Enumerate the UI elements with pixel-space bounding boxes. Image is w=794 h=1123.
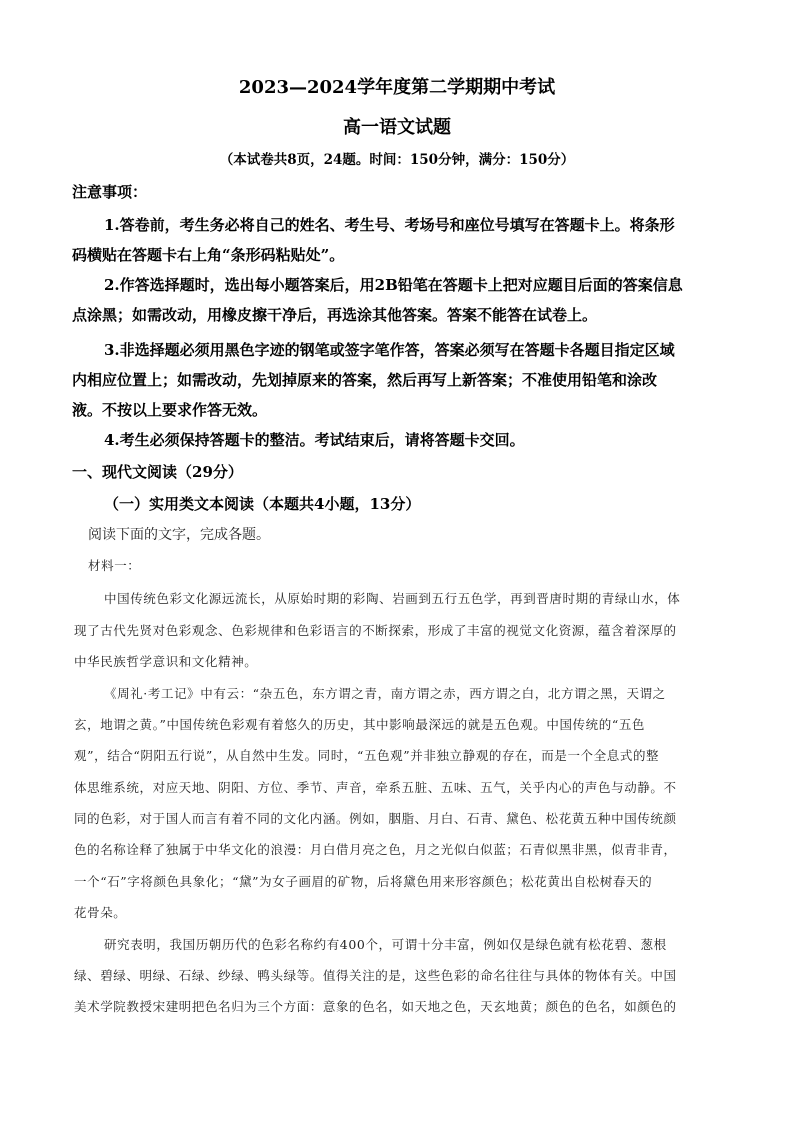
passage-line: 美术学院教授宋建明把色名归为三个方面：意象的色名，如天地之色，天玄地黄；颜色的色名，如颜色的	[74, 999, 677, 1014]
passage-line: 中国传统色彩文化源远流长，从原始时期的彩陶、岩画到五行五色学，再到晋唐时期的青绿山水，体	[104, 591, 681, 606]
notice-line: 4.考生必须保持答题卡的整洁。考试结束后，请将答题卡交回。	[104, 431, 525, 449]
notice-line: 1.答卷前，考生务必将自己的姓名、考生号、考场号和座位号填写在答题卡上。将条形	[104, 216, 675, 234]
passage-line: 花骨朵。	[74, 905, 127, 920]
notice-line: 液。不按以上要求作答无效。	[72, 401, 268, 419]
notice-line: 码横贴在答题卡右上角“条形码粘贴处”。	[72, 246, 345, 264]
section-subheading: （一）实用类文本阅读（本题共4小题，13分）	[104, 495, 421, 513]
notice-line: 2.作答选择题时，选出每小题答案后，用2B铅笔在答题卡上把对应题目后面的答案信息	[104, 276, 683, 294]
passage-line: 一个“石”字将颜色具象化；“黛”为女子画眉的矿物，后将黛色用来形容颜色；松花黄出自松树春天的	[74, 874, 653, 889]
material-label: 材料一：	[88, 558, 141, 573]
passage-line: 《周礼·考工记》中有云：“杂五色，东方谓之青，南方谓之赤，西方谓之白，北方谓之黑，天谓之	[104, 686, 666, 701]
exam-info: （本试卷共8页，24题。时间：150分钟，满分：150分）	[219, 152, 575, 168]
passage-line: 现了古代先贤对色彩观念、色彩规律和色彩语言的不断探索，形成了丰富的视觉文化资源，蕴含着深厚的	[74, 623, 677, 638]
passage-line: 同的色彩，对于国人而言有着不同的文化内涵。例如，胭脂、月白、石青、黛色、松花黄五种中国传统颜	[74, 811, 677, 826]
notice-line: 点涂黑；如需改动，用橡皮擦干净后，再选涂其他答案。答案不能答在试卷上。	[72, 306, 598, 324]
passage-line: 中华民族哲学意识和文化精神。	[74, 654, 258, 669]
notice-heading: 注意事项：	[72, 183, 148, 201]
passage-line: 色的名称诠释了独属于中华文化的浪漫：月白借月亮之色，月之光似白似蓝；石青似黑非黑，似青非青，	[74, 842, 677, 857]
passage-line: 体思维系统，对应天地、阴阳、方位、季节、声音，牵系五脏、五味、五气，关乎内心的声色与动静。不	[74, 780, 677, 795]
passage-line: 玄，地谓之黄。”中国传统色彩观有着悠久的历史，其中影响最深远的就是五色观。中国传统的“五色	[74, 717, 646, 732]
section-heading: 一、现代文阅读（29分）	[72, 463, 243, 481]
notice-line: 3.非选择题必须用黑色字迹的钢笔或签字笔作答，答案必须写在答题卡各题目指定区域	[104, 341, 675, 359]
notice-line: 内相应位置上；如需改动，先划掉原来的答案，然后再写上新答案；不准使用铅笔和涂改	[72, 371, 658, 389]
exam-title: 2023—2024学年度第二学期期中考试	[238, 77, 556, 98]
reading-instruction: 阅读下面的文字，完成各题。	[88, 527, 270, 543]
subject-title: 高一语文试题	[343, 117, 451, 138]
passage-line: 绿、碧绿、明绿、石绿、纱绿、鸭头绿等。值得关注的是，这些色彩的命名往往与具体的物体有关。中国	[74, 968, 677, 983]
passage-line: 研究表明，我国历朝历代的色彩名称约有400个，可谓十分丰富，例如仅是绿色就有松花碧、葱根	[104, 937, 667, 952]
passage-line: 观”，结合“阴阳五行说”，从自然中生发。同时，“五色观”并非独立静观的存在，而是一个全息式的整	[74, 748, 660, 763]
